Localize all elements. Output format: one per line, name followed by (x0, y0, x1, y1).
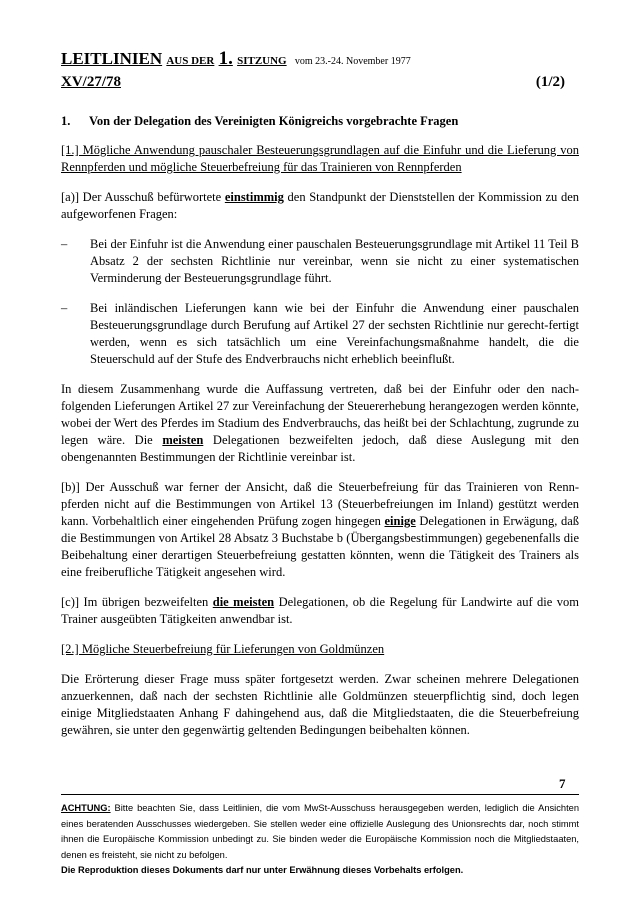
document-part: (1/2) (535, 74, 565, 90)
section-title: Von der Delegation des Vereinigten Königreichs vorgebrachte Fragen (89, 114, 459, 128)
item1-a-text-after: den Standpunkt der Dienststellen der Kommission zu den aufgeworfenen Fragen: (61, 190, 579, 221)
bullet-item-2 (61, 300, 579, 368)
item1-b-text-before: [b)] Der Ausschuß war ferner der Ansicht, daß die Steuerbefreiung für das Trainieren von Renn-pferden nicht auf die Bestimmungen von Artikel 13 (Steuerbefreiungen im Inland) gestützt werden kann. Vorbehaltlich einer eingehenden Prüfung zogen hingegen (61, 480, 579, 528)
item1-title: [1.] Mögliche Anwendung pauschaler Besteuerungsgrundlagen auf die Einfuhr und die Lieferung von Rennpferden und mögliche Steuerbefreiung für das Trainieren von Rennpferden (61, 143, 579, 174)
item1-b-text-after: Delegationen in Erwägung, daß die Bestimmungen von Artikel 28 Absatz 3 Buchstabe b (Übergangsbestimmungen) gegebenenfalls die Beibehaltung einer derartigen Steuerbefreiung gestatten könnten, wenn die Tätigkeit des Trainers als eine freiberufliche Tätigkeit angesehen wird. (61, 514, 579, 579)
title-word-leitlinien: LEITLINIEN (61, 49, 163, 68)
item1-c-text-before: [c)] Im übrigen bezweifelten (61, 595, 213, 609)
disclaimer-reproduction-note: Die Reproduktion dieses Dokuments darf nur unter Erwähnung dieses Vorbehalts erfolgen. (61, 865, 464, 875)
document-body (61, 50, 579, 739)
title-word-sitzung: SITZUNG (237, 55, 287, 67)
item2-paragraph: Die Erörterung dieser Frage muss später fortgesetzt werden. Zwar scheinen mehrere Delegationen anzuerkennen, daß nach der sechsten Richtlinie alle Goldmünzen steuerpflichtig sind, doch legen einige Mitgliedstaaten Anhang F dahingehend aus, daß die Mitgliedstaaten, die die Steuerbefreiung gewähren, sie unter den gegenwärtig geltenden Bedingungen beibehalten können. (61, 672, 579, 737)
context-text-after: Delegationen bezweifelten jedoch, daß diese Auslegung mit den obengenannten Bestimmungen der Richtlinie vereinbar ist. (61, 433, 579, 464)
document-title (61, 50, 579, 71)
title-word-aus-der: AUS DER (166, 55, 215, 67)
item1-context-paragraph (61, 381, 579, 466)
item1-paragraph-b (61, 479, 579, 581)
item1-paragraph-c (61, 594, 579, 628)
item2-title: [2.] Mögliche Steuerbefreiung für Lieferungen von Goldmünzen (61, 642, 385, 656)
item1-b-emphasis: einige (384, 514, 416, 528)
disclaimer-text: Bitte beachten Sie, dass Leitlinien, die vom MwSt-Ausschuss herausgegeben werden, lediglich die Ansichten eines beratenden Ausschusses wiedergeben. Sie stellen weder eine offizielle Auslegung des Unionsrechts dar, noch stimmt ihnen die Europäische Kommission unbedingt zu. Sie binden weder die Europäische Kommission noch die Mitgliedstaaten, denen es freisteht, sie nicht zu befolgen. (61, 803, 579, 860)
disclaimer-label: ACHTUNG: (61, 803, 111, 813)
item1-c-emphasis: die meisten (212, 595, 275, 609)
document-reference: XV/27/78 (61, 74, 121, 90)
bullet-2-text: Bei inländischen Lieferungen kann wie bei der Einfuhr die Anwendung einer pauschalen Besteuerungsgrundlage durch Berufung auf Artikel 27 der sechsten Richtlinie nur gerecht-fertigt werden, wenn es sich tatsächlich um eine Vereinfachungsmaßnahme handelt, die die Steuerschuld auf der Stufe des Endverbrauchs nicht erheblich beeinflußt. (90, 301, 579, 366)
dash-marker: – (61, 301, 68, 315)
disclaimer-footer (61, 794, 579, 879)
dash-marker: – (61, 237, 68, 251)
item1-c-text-after: Delegationen, ob die Regelung für Landwirte auf die vom Trainer ausgeübten Tätigkeiten anwendbar ist. (61, 595, 579, 626)
bullet-item-1 (61, 236, 579, 287)
item1-a-text-before: [a)] Der Ausschuß befürwortete (61, 190, 225, 204)
section-number: 1. (61, 114, 71, 128)
title-session-number: 1. (218, 48, 233, 69)
context-emphasis: meisten (162, 433, 204, 447)
item1-a-emphasis: einstimmig (224, 190, 284, 204)
section-heading (61, 113, 579, 129)
page-number: 7 (559, 776, 566, 791)
context-text-before: In diesem Zusammenhang wurde die Auffassung vertreten, daß bei der Einfuhr oder den nach-folgenden Lieferungen Artikel 27 zur Vereinfachung der Steuererhebung herangezogen werden könnte, wobei der Wert des Pferdes im Stadium des Endverbrauchs, das heißt bei der Schlachtung, zugrunde zu legen wäre. Die (61, 382, 579, 447)
item1-paragraph-a (61, 189, 579, 223)
bullet-1-text: Bei der Einfuhr ist die Anwendung einer pauschalen Besteuerungsgrundlage mit Artikel 11 Teil B Absatz 2 der sechsten Richtlinie nur vereinbar, wenn sie nicht zu einer systematischen Verminderung der Besteuerungsgrundlage führt. (90, 237, 579, 285)
reference-line (61, 73, 579, 91)
title-date: vom 23.-24. November 1977 (294, 56, 411, 67)
